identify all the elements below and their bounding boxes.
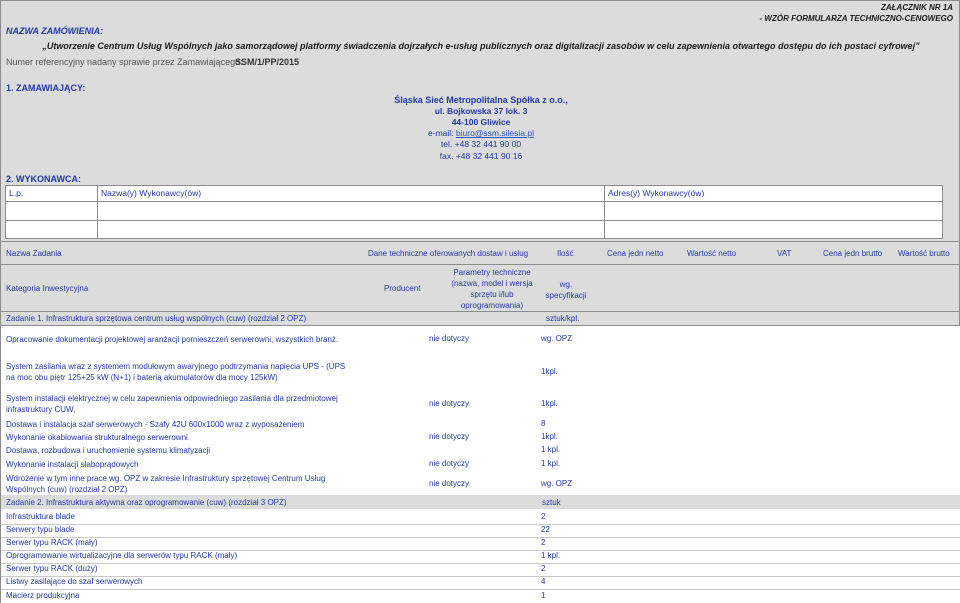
col-vat: VAT bbox=[777, 249, 792, 258]
reference-label: Numer referencyjny nadany sprawie przez Zamawiającego: bbox=[6, 57, 243, 67]
task1-item-qty: 8 bbox=[541, 419, 546, 428]
task2-item-qty: 22 bbox=[541, 525, 550, 534]
task1-item-name: Wykonanie instalacji słaboprądowych bbox=[6, 460, 139, 469]
buyer-email-line bbox=[1, 128, 960, 138]
col-params: Parametry techniczne (nazwa, model i wersja sprzętu i/lub oprogramowania) bbox=[451, 268, 533, 310]
contractor-col-name: Nazwa(y) Wykonawcy(ów) bbox=[101, 188, 202, 198]
col-value-gross: Wartość brutto bbox=[898, 249, 950, 258]
col-qty: Ilość bbox=[557, 249, 574, 258]
task2-item-name: Serwer typu RACK (duży) bbox=[6, 564, 98, 573]
buyer-street: ul. Bojkowska 37 lok. 3 bbox=[434, 106, 528, 116]
col-producer: Producent bbox=[384, 284, 421, 293]
task1-item-qty: 1 kpl. bbox=[541, 445, 561, 454]
col-tech-data: Dane techniczne oferowanych dostaw i usług bbox=[368, 249, 529, 258]
task2-item-name: Listwy zasilające do szaf serwerowych bbox=[6, 577, 143, 586]
buyer-phone: tel. +48 32 441 90 00 bbox=[440, 139, 522, 149]
task1-item-name: Opracowanie dokumentacji projektowej aranżacji pomieszczeń serwerowni, wszystkich branż. bbox=[6, 335, 339, 344]
task1-item-qty: 1kpl. bbox=[541, 432, 558, 441]
task1-item-name: Wykonanie okablowania strukturalnego serwerowni bbox=[6, 433, 188, 442]
buyer-fax: fax. +48 32 441 90 16 bbox=[439, 151, 523, 161]
task2-title: Zadanie 2. Infrastruktura aktywna oraz oprogramowanie (cuw) (rozdział 3 OPZ) bbox=[6, 498, 287, 507]
task1-item-name: System zasilania wraz z systemem modułowym awaryjnego podtrzymania napięcia UPS - (UPS na moc obu piętr 125+25 kW (N+1) i baterią akumulatorów dla mocy 125kW) bbox=[6, 362, 346, 382]
email-link[interactable]: biuro@ssm.silesia.pl bbox=[455, 128, 534, 138]
email-label: e-mail: bbox=[428, 128, 454, 138]
contractor-name-input[interactable] bbox=[99, 204, 602, 218]
task1-item-note: nie dotyczy bbox=[429, 479, 470, 488]
task1-item-name: Dostawa, rozbudowa i uruchomienie systemu klimatyzacji bbox=[6, 446, 211, 455]
col-value-net: Wartość netto bbox=[687, 249, 737, 258]
task2-item-name: Serwer typu RACK (mały) bbox=[6, 538, 98, 547]
task2-item-qty: 2 bbox=[541, 512, 546, 521]
col-task-name: Nazwa Zadania bbox=[6, 249, 62, 258]
task2-unit: sztuk bbox=[542, 498, 561, 507]
task1-item-name: Dostawa i instalacja szaf serwerowych - Szafy 42U 600x1000 wraz z wyposażeniem bbox=[6, 420, 305, 429]
col-unit-net: Cena jedn netto bbox=[607, 249, 664, 258]
task2-item-name: Oprogramowanie wirtualizacyjne dla serwerów typu RACK (mały) bbox=[6, 551, 238, 560]
task2-item-name: Serwery typu blade bbox=[6, 525, 75, 534]
col-category: Kategoria Inwestycyjna bbox=[6, 284, 89, 293]
task1-item-qty: wg. OPZ bbox=[541, 334, 573, 343]
task2-item-qty: 1 kpl. bbox=[541, 551, 561, 560]
task1-item-note: nie dotyczy bbox=[429, 334, 470, 343]
order-name-label: NAZWA ZAMÓWIENIA: bbox=[6, 26, 104, 36]
task2-item-name: Macierz produkcyjna bbox=[6, 591, 80, 600]
task1-item-qty: 1kpl. bbox=[541, 367, 558, 376]
task1-item-name: Wdrożenie w tym inne prace wg. OPZ w zakresie Infrastruktury sprzętowej Centrum Usług Wspólnych (cuw) (rozdział 2 OPZ) bbox=[6, 474, 326, 494]
task1-title: Zadanie 1. Infrastruktura sprzętowa centrum usług wspólnych (cuw) (rozdział 2 OPZ) bbox=[6, 314, 307, 323]
reference-number: SSM/1/PP/2015 bbox=[235, 57, 300, 67]
task1-unit: sztuk/kpl. bbox=[546, 314, 580, 323]
contractor-col-address: Adres(y) Wykonawcy(ów) bbox=[608, 188, 705, 198]
task2-item-name: Infrastruktura blade bbox=[6, 512, 75, 521]
contractor-address-input[interactable] bbox=[606, 204, 941, 218]
task2-item-qty: 2 bbox=[541, 538, 546, 547]
contractor-label: 2. WYKONAWCA: bbox=[6, 174, 81, 184]
form-type-label: - WZÓR FORMULARZA TECHNICZNO-CENOWEGO bbox=[759, 14, 953, 23]
buyer-city: 44-100 Gliwice bbox=[451, 117, 511, 127]
contractor-col-lp: L.p. bbox=[9, 188, 24, 198]
buyer-name: Śląska Sieć Metropolitalna Spółka z o.o., bbox=[394, 95, 568, 105]
order-title: „Utworzenie Centrum Usług Wspólnych jako samorządowej platformy świadczenia dojrzałych e-usług publicznych oraz digitalizacji zasobów w celu zapewnienia otwartego dostępu do ich postaci cyfrowej” bbox=[42, 41, 920, 51]
annex-label: ZAŁĄCZNIK NR 1A bbox=[881, 3, 953, 12]
task1-item-qty: wg. OPZ bbox=[541, 479, 573, 488]
buyer-label: 1. ZAMAWIAJĄCY: bbox=[6, 83, 86, 93]
task1-item-qty: 1kpl. bbox=[541, 399, 558, 408]
task2-item-qty: 1 bbox=[541, 591, 546, 600]
task1-item-note: nie dotyczy bbox=[429, 432, 470, 441]
col-unit-gross: Cena jedn brutto bbox=[823, 249, 883, 258]
col-per-spec: wg. specyfikacji bbox=[545, 280, 587, 300]
task1-item-note: nie dotyczy bbox=[429, 399, 470, 408]
task1-item-note: nie dotyczy bbox=[429, 459, 470, 468]
task2-item-qty: 2 bbox=[541, 564, 546, 573]
task1-item-name: System instalacji elektrycznej w celu zapewnienia odpowiedniego zasilania dla przedmiotowej infrastruktury CUW, bbox=[6, 394, 338, 414]
task1-item-qty: 1 kpl. bbox=[541, 459, 561, 468]
task2-item-qty: 4 bbox=[541, 577, 546, 586]
